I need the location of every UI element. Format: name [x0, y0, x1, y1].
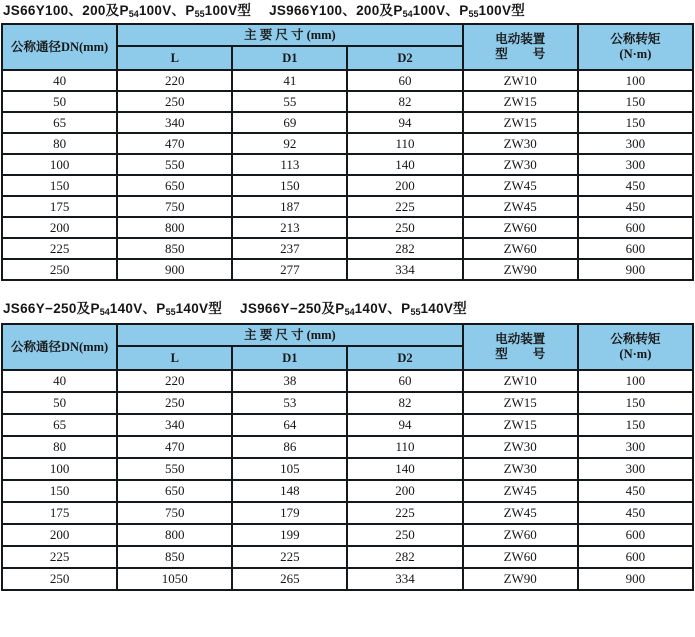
cell: ZW60	[463, 217, 578, 238]
cell: 94	[347, 414, 462, 436]
table-row	[2, 175, 693, 196]
cell: 1050	[117, 568, 232, 590]
header-dim-L: L	[117, 46, 232, 70]
spec-table-2	[1, 323, 694, 591]
table-row	[2, 502, 693, 524]
cell: 213	[232, 217, 347, 238]
cell: 900	[578, 568, 693, 590]
cell: 200	[2, 217, 117, 238]
table-row	[2, 392, 693, 414]
cell: 38	[232, 370, 347, 392]
cell: 750	[117, 196, 232, 217]
table2-body	[2, 370, 693, 590]
title-text: JS966Y−250及P	[240, 301, 345, 316]
cell: ZW15	[463, 414, 578, 436]
title-text: 100V型	[204, 3, 252, 18]
cell: 150	[2, 175, 117, 196]
cell: 300	[578, 436, 693, 458]
cell: 550	[117, 458, 232, 480]
title-subscript: 55	[410, 307, 421, 317]
cell: ZW15	[463, 392, 578, 414]
cell: 150	[232, 175, 347, 196]
header-main-dimensions-group: 主 要 尺 寸 (mm)	[117, 324, 462, 346]
cell: 53	[232, 392, 347, 414]
cell: 470	[117, 436, 232, 458]
table-row	[2, 414, 693, 436]
table-row	[2, 217, 693, 238]
cell: 225	[2, 546, 117, 568]
title-subscript: 55	[468, 9, 479, 19]
title-subscript: 54	[402, 9, 413, 19]
cell: 82	[347, 91, 462, 112]
table-row	[2, 259, 693, 280]
cell: 850	[117, 546, 232, 568]
cell: 250	[2, 259, 117, 280]
cell: 800	[117, 524, 232, 546]
cell: 40	[2, 70, 117, 91]
cell: 199	[232, 524, 347, 546]
cell: 110	[347, 436, 462, 458]
table-row	[2, 133, 693, 154]
table-row	[2, 154, 693, 175]
cell: 250	[347, 524, 462, 546]
table-row	[2, 370, 693, 392]
title-text: 100V、P	[412, 3, 469, 18]
title-text: 140V、P	[109, 301, 166, 316]
cell: 140	[347, 154, 462, 175]
cell: 850	[117, 238, 232, 259]
cell: 65	[2, 112, 117, 133]
cell: 86	[232, 436, 347, 458]
title-text: JS66Y−250及P	[3, 301, 100, 316]
cell: 50	[2, 392, 117, 414]
cell: 140	[347, 458, 462, 480]
header-electric-actuator-line2: 型 号	[495, 347, 546, 361]
cell: 225	[2, 238, 117, 259]
cell: 80	[2, 133, 117, 154]
cell: 110	[347, 133, 462, 154]
cell: 225	[232, 546, 347, 568]
title-text	[251, 3, 269, 18]
title-text	[222, 301, 240, 316]
cell: 265	[232, 568, 347, 590]
cell: 60	[347, 70, 462, 91]
title-subscript: 54	[128, 9, 139, 19]
cell: ZW45	[463, 196, 578, 217]
cell: 334	[347, 568, 462, 590]
table1-title	[0, 0, 695, 23]
cell: 900	[578, 259, 693, 280]
table-row	[2, 91, 693, 112]
cell: ZW30	[463, 458, 578, 480]
header-nominal-torque-line1: 公称转矩	[610, 332, 661, 346]
cell: ZW10	[463, 70, 578, 91]
cell: 105	[232, 458, 347, 480]
cell: 175	[2, 196, 117, 217]
cell: 225	[347, 196, 462, 217]
cell: 800	[117, 217, 232, 238]
cell: 237	[232, 238, 347, 259]
cell: 282	[347, 546, 462, 568]
header-nominal-torque	[578, 324, 693, 370]
cell: 41	[232, 70, 347, 91]
header-dim-D2: D2	[347, 346, 462, 370]
cell: 65	[2, 414, 117, 436]
header-nominal-torque-line2: (N·m)	[619, 47, 652, 61]
cell: 750	[117, 502, 232, 524]
cell: ZW15	[463, 91, 578, 112]
cell: 450	[578, 502, 693, 524]
table-row	[2, 568, 693, 590]
cell: 450	[578, 480, 693, 502]
cell: 250	[2, 568, 117, 590]
cell: 150	[2, 480, 117, 502]
cell: 600	[578, 238, 693, 259]
cell: 250	[347, 217, 462, 238]
cell: ZW15	[463, 112, 578, 133]
title-subscript: 55	[194, 9, 205, 19]
cell: 69	[232, 112, 347, 133]
cell: 250	[117, 91, 232, 112]
header-electric-actuator-line1: 电动装置	[495, 32, 546, 46]
header-nominal-torque	[578, 24, 693, 70]
cell: ZW60	[463, 524, 578, 546]
cell: 282	[347, 238, 462, 259]
cell: 340	[117, 414, 232, 436]
cell: 300	[578, 133, 693, 154]
cell: 113	[232, 154, 347, 175]
cell: 600	[578, 524, 693, 546]
cell: 60	[347, 370, 462, 392]
header-electric-actuator-line2: 型 号	[495, 47, 546, 61]
cell: 470	[117, 133, 232, 154]
header-nominal-diameter: 公称通径DN(mm)	[2, 324, 117, 370]
header-nominal-torque-line1: 公称转矩	[610, 32, 661, 46]
cell: 100	[2, 458, 117, 480]
cell: ZW45	[463, 502, 578, 524]
cell: ZW30	[463, 133, 578, 154]
cell: 650	[117, 175, 232, 196]
table-row	[2, 70, 693, 91]
header-dim-D1: D1	[232, 46, 347, 70]
spec-table-1	[1, 23, 694, 281]
cell: 220	[117, 370, 232, 392]
cell: 175	[2, 502, 117, 524]
cell: ZW60	[463, 238, 578, 259]
cell: 50	[2, 91, 117, 112]
cell: 150	[578, 392, 693, 414]
title-text: 100V、P	[138, 3, 195, 18]
cell: 94	[347, 112, 462, 133]
cell: 200	[347, 480, 462, 502]
title-subscript: 54	[344, 307, 355, 317]
cell: 225	[347, 502, 462, 524]
cell: 340	[117, 112, 232, 133]
cell: 150	[578, 414, 693, 436]
cell: 92	[232, 133, 347, 154]
cell: ZW90	[463, 259, 578, 280]
cell: 80	[2, 436, 117, 458]
cell: ZW60	[463, 546, 578, 568]
cell: 250	[117, 392, 232, 414]
cell: ZW30	[463, 154, 578, 175]
cell: 550	[117, 154, 232, 175]
table-row	[2, 458, 693, 480]
cell: 200	[2, 524, 117, 546]
table-row	[2, 480, 693, 502]
table1-body	[2, 70, 693, 280]
cell: ZW90	[463, 568, 578, 590]
title-text: 100V型	[478, 3, 526, 18]
cell: 150	[578, 91, 693, 112]
cell: 150	[578, 112, 693, 133]
table-row	[2, 112, 693, 133]
title-text: 140V型	[175, 301, 223, 316]
cell: 600	[578, 217, 693, 238]
header-dim-D1: D1	[232, 346, 347, 370]
header-dim-D2: D2	[347, 46, 462, 70]
title-text: JS66Y100、200及P	[3, 3, 129, 18]
cell: 100	[2, 154, 117, 175]
cell: 300	[578, 458, 693, 480]
cell: 40	[2, 370, 117, 392]
cell: ZW45	[463, 480, 578, 502]
cell: 200	[347, 175, 462, 196]
table-section-1	[0, 0, 695, 281]
cell: ZW10	[463, 370, 578, 392]
cell: 900	[117, 259, 232, 280]
header-electric-actuator-line1: 电动装置	[495, 332, 546, 346]
cell: 55	[232, 91, 347, 112]
title-text: 140V、P	[354, 301, 411, 316]
cell: 600	[578, 546, 693, 568]
cell: 100	[578, 370, 693, 392]
cell: 450	[578, 175, 693, 196]
cell: 334	[347, 259, 462, 280]
header-nominal-torque-line2: (N·m)	[619, 347, 652, 361]
header-dim-L: L	[117, 346, 232, 370]
title-subscript: 55	[165, 307, 176, 317]
cell: 148	[232, 480, 347, 502]
header-electric-actuator-model	[463, 24, 578, 70]
cell: 220	[117, 70, 232, 91]
title-text: JS966Y100、200及P	[269, 3, 403, 18]
table-row	[2, 238, 693, 259]
cell: ZW30	[463, 436, 578, 458]
cell: 300	[578, 154, 693, 175]
title-text: 140V型	[420, 301, 467, 316]
cell: 187	[232, 196, 347, 217]
table-row	[2, 436, 693, 458]
cell: ZW45	[463, 175, 578, 196]
cell: 82	[347, 392, 462, 414]
cell: 450	[578, 196, 693, 217]
cell: 179	[232, 502, 347, 524]
cell: 100	[578, 70, 693, 91]
table-section-2	[0, 281, 695, 591]
cell: 650	[117, 480, 232, 502]
header-nominal-diameter: 公称通径DN(mm)	[2, 24, 117, 70]
title-subscript: 54	[99, 307, 110, 317]
table-row	[2, 546, 693, 568]
cell: 64	[232, 414, 347, 436]
header-electric-actuator-model	[463, 324, 578, 370]
header-main-dimensions-group: 主 要 尺 寸 (mm)	[117, 24, 462, 46]
table-row	[2, 524, 693, 546]
cell: 277	[232, 259, 347, 280]
table-row	[2, 196, 693, 217]
table2-title	[0, 281, 695, 323]
